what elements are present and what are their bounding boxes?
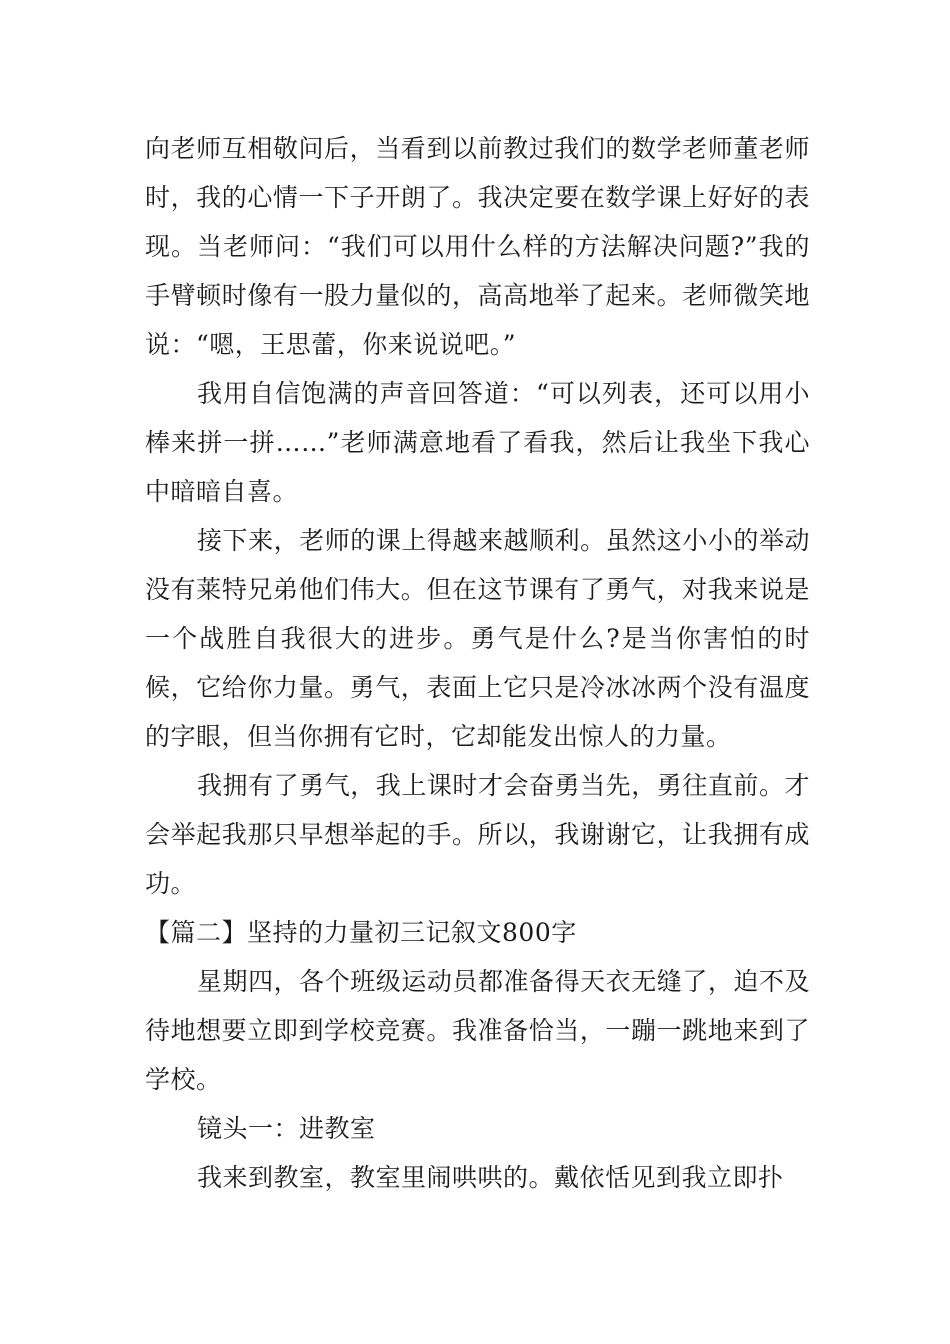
document-body [145,124,810,1202]
paragraph-4: 我拥有了勇气，我上课时才会奋勇当先，勇往直前。才会举起我那只早想举起的手。所以，我谢谢它，让我拥有成功。 [145,771,810,898]
scene-title: 镜头一：进教室 [197,1114,376,1143]
paragraph-6: 我来到教室，教室里闹哄哄的。戴依恬见到我立即扑 [197,1163,784,1192]
paragraph-5: 星期四，各个班级运动员都准备得天衣无缝了，迫不及待地想要立即到学校竞赛。我准备恰当，一蹦一跳地来到了学校。 [145,967,810,1094]
paragraph-1: 向老师互相敬问后，当看到以前教过我们的数学老师董老师时，我的心情一下子开朗了。我决定要在数学课上好好的表现。当老师问：“我们可以用什么样的方法解决问题?”我的手臂顿时像有一股力量似的，高高地举了起来。老师微笑地说：“嗯，王思蕾，你来说说吧。” [145,134,810,359]
paragraph-3: 接下来，老师的课上得越来越顺利。虽然这小小的举动没有莱特兄弟他们伟大。但在这节课有了勇气，对我来说是一个战胜自我很大的进步。勇气是什么?是当你害怕的时候，它给你力量。勇气，表面上它只是冷冰冰两个没有温度的字眼，但当你拥有它时，它却能发出惊人的力量。 [145,526,810,751]
paragraph-2: 我用自信饱满的声音回答道：“可以列表，还可以用小棒来拼一拼……”老师满意地看了看我，然后让我坐下我心中暗暗自喜。 [145,379,810,506]
section-heading: 【篇二】坚持的力量初三记叙文800字 [145,918,577,947]
